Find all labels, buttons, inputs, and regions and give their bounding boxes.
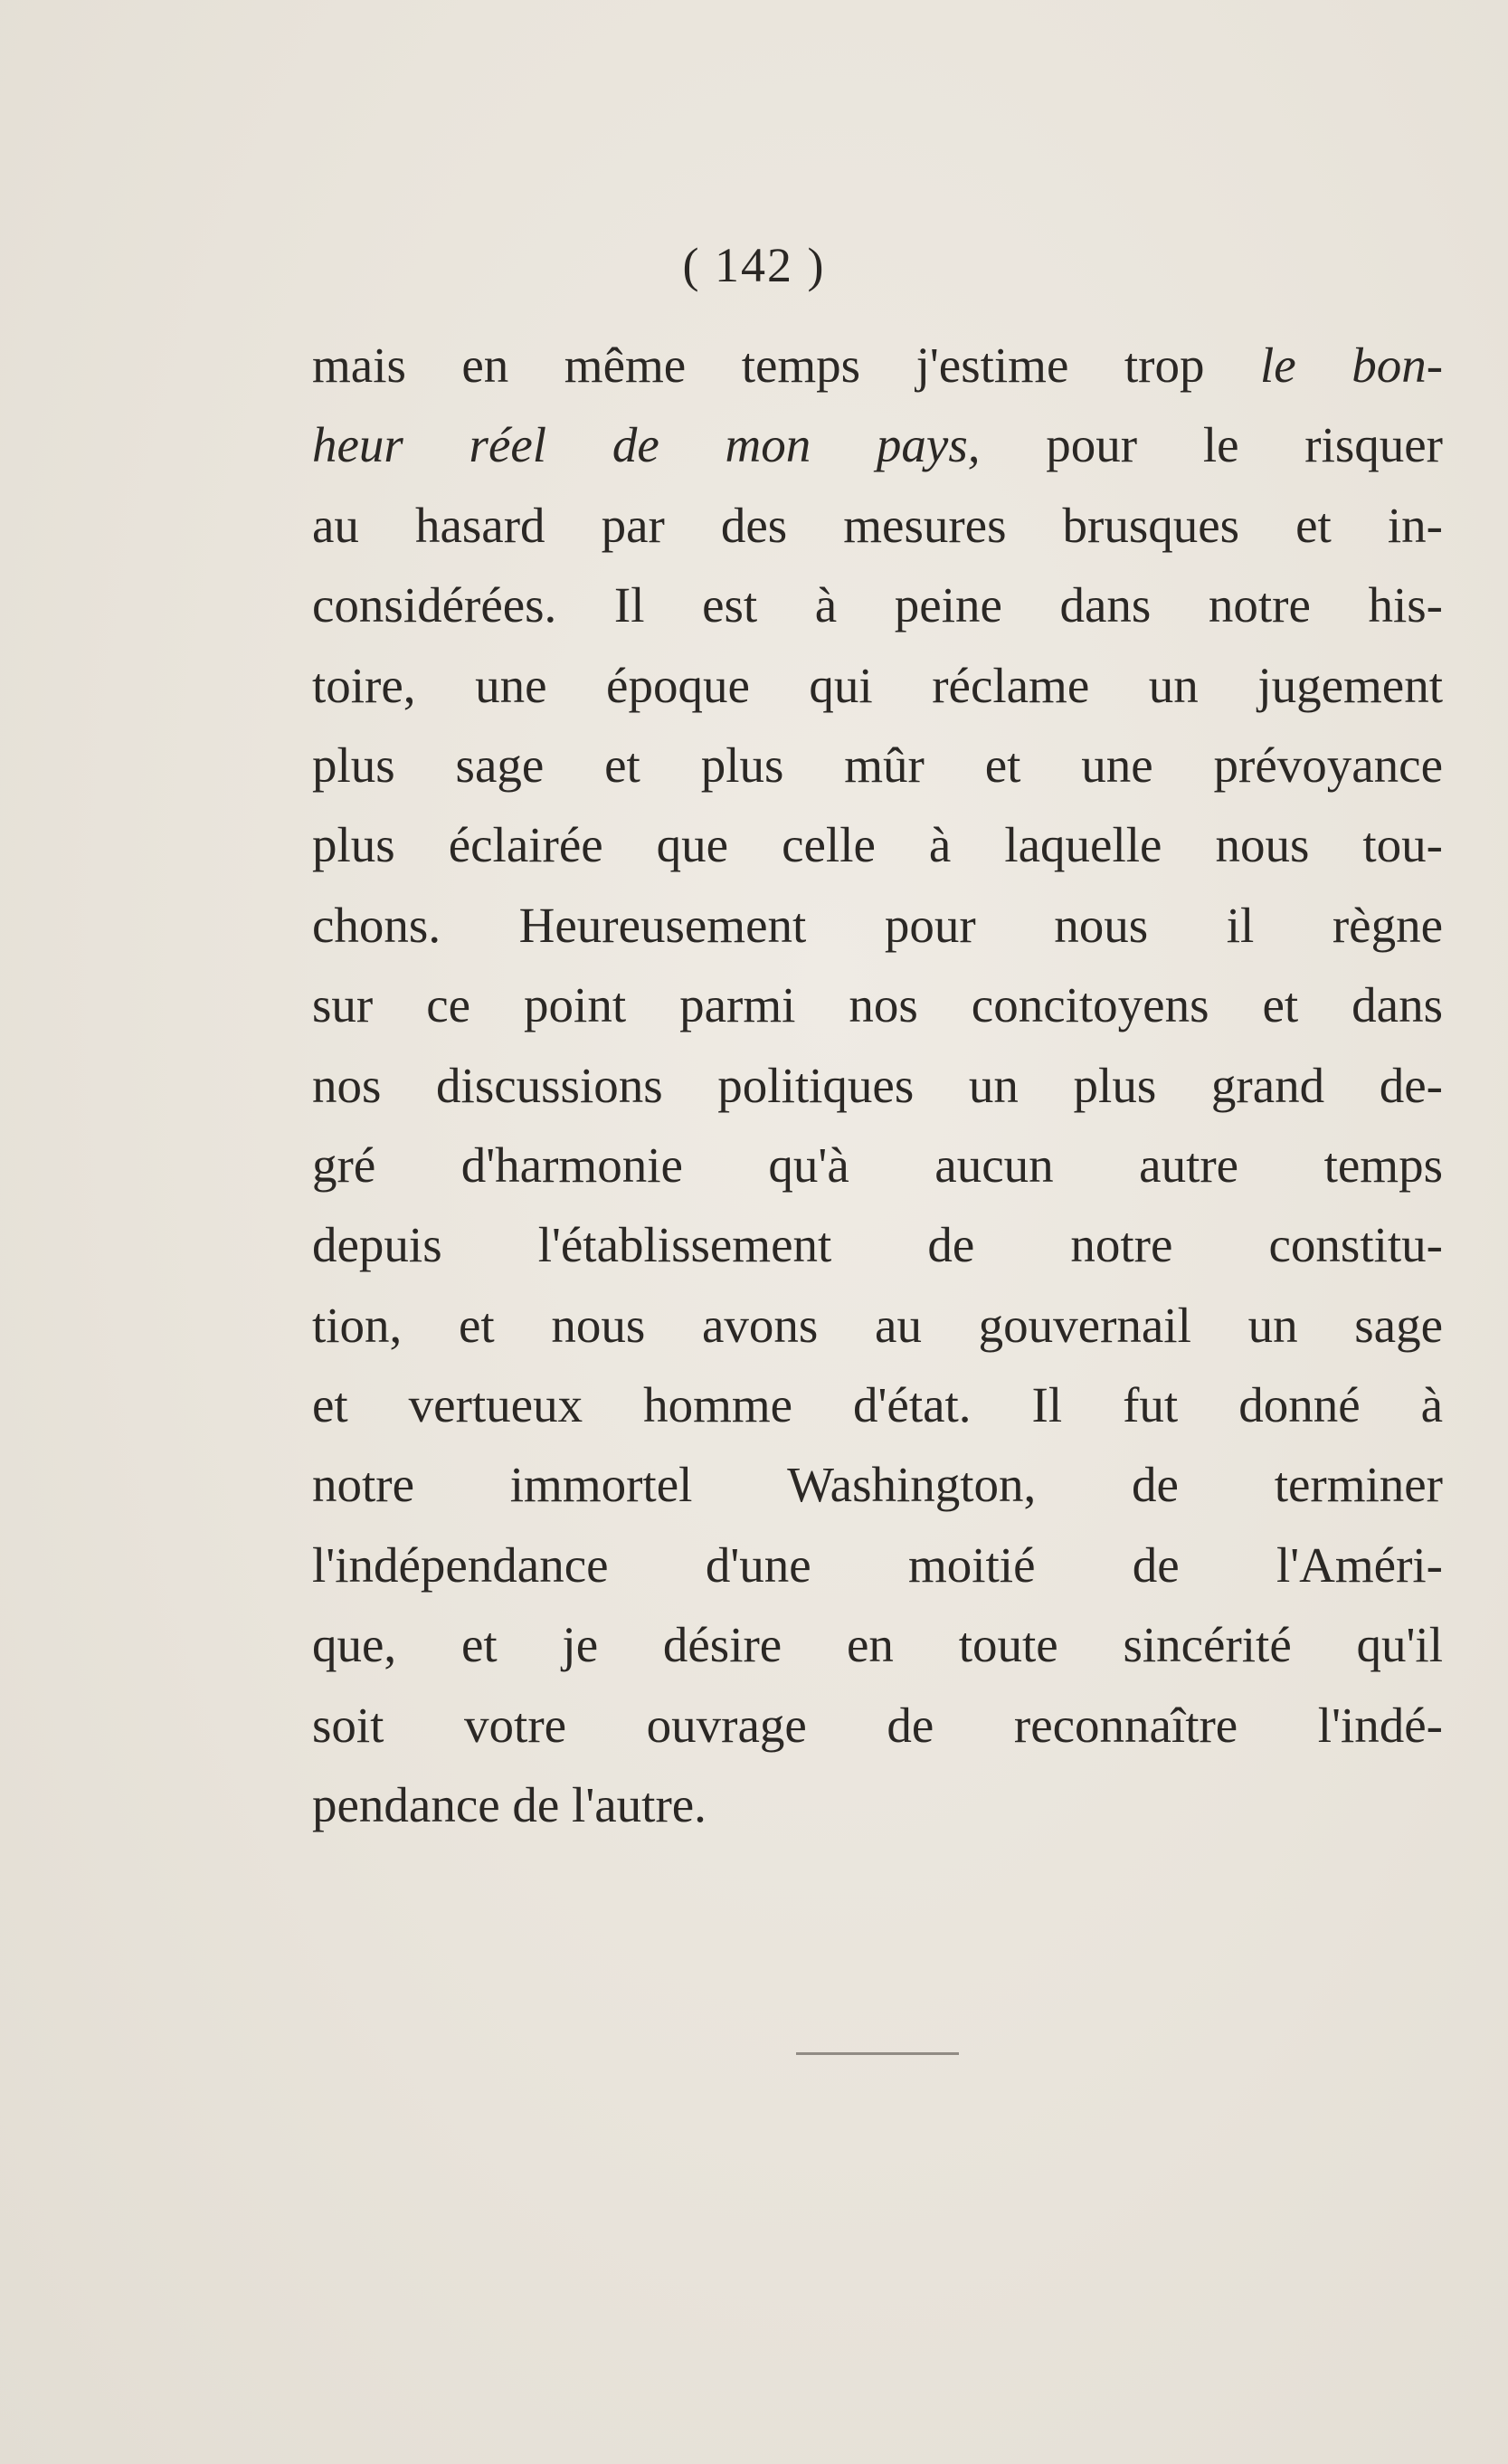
- line-text: depuis l'établissement de notre constitu-: [312, 1217, 1443, 1273]
- line-italic: heur réel de mon pays,: [312, 417, 981, 473]
- text-line: [312, 1046, 1443, 1126]
- text-line: [312, 886, 1443, 966]
- line-text: notre immortel Washington, de terminer: [312, 1457, 1443, 1513]
- line-tail: pour le risquer: [980, 417, 1443, 473]
- text-line: [312, 1286, 1443, 1365]
- text-line: [312, 486, 1443, 566]
- text-line: [312, 1445, 1443, 1525]
- text-line: [312, 1686, 1443, 1765]
- line-text: mais en même temps j'estime trop: [312, 338, 1260, 393]
- line-text: et vertueux homme d'état. Il fut donné à: [312, 1377, 1443, 1433]
- page-number: ( 142 ): [682, 238, 826, 292]
- line-text: pendance de l'autre.: [312, 1777, 707, 1833]
- line-text: soit votre ouvrage de reconnaître l'indé-: [312, 1697, 1443, 1753]
- line-text: que, et je désire en toute sincérité qu'il: [312, 1617, 1443, 1673]
- text-line: [312, 1765, 1443, 1845]
- text-line: [312, 726, 1443, 805]
- line-text: tion, et nous avons au gouvernail un sage: [312, 1297, 1443, 1353]
- text-line: [312, 966, 1443, 1045]
- line-text: plus sage et plus mûr et une prévoyance: [312, 737, 1443, 793]
- line-text: l'indépendance d'une moitié de l'Améri-: [312, 1536, 1443, 1593]
- text-line: [312, 566, 1443, 645]
- text-line: [312, 805, 1443, 885]
- line-text: considérées. Il est à peine dans notre his-: [312, 577, 1443, 633]
- text-line: [312, 405, 1443, 485]
- line-italic: le bon-: [1259, 338, 1444, 393]
- text-line: [312, 326, 1443, 405]
- line-text: nos discussions politiques un plus grand de-: [312, 1057, 1443, 1113]
- text-line: [312, 1126, 1443, 1205]
- text-line: [312, 646, 1443, 726]
- line-text: au hasard par des mesures brusques et in-: [312, 497, 1443, 553]
- line-text: plus éclairée que celle à laquelle nous tou-: [312, 817, 1443, 873]
- footer-rule: [796, 2052, 959, 2055]
- text-line: [312, 1365, 1443, 1445]
- text-line: [312, 1605, 1443, 1685]
- line-text: chons. Heureusement pour nous il règne: [312, 897, 1443, 953]
- line-text: gré d'harmonie qu'à aucun autre temps: [312, 1137, 1443, 1193]
- text-line: [312, 1526, 1443, 1605]
- body-text: [312, 326, 1443, 1845]
- text-line: [312, 1205, 1443, 1285]
- line-text: toire, une époque qui réclame un jugement: [312, 657, 1443, 713]
- line-text: sur ce point parmi nos concitoyens et dans: [312, 977, 1443, 1033]
